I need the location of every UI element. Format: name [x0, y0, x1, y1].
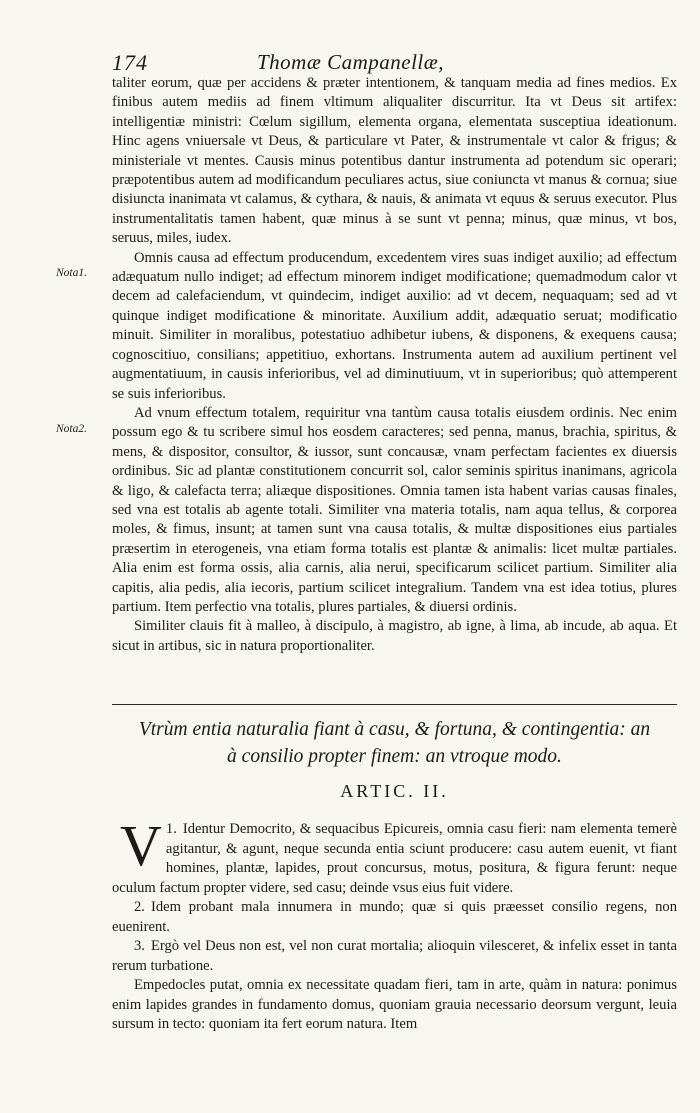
- question-title: [112, 716, 677, 770]
- paragraph-1: taliter eorum, quæ per accidens & præter intentionem, & tanquam media ad fines medios. Ex finibus autem mediis ad finem vltimum aliqualiter discurritur. Ita vt Deus sit artifex: intelligentiæ ministri: Cœlum sigillum, elementa organa, elementata susceptiua ideationum. Hinc agens vniuersale vt Deus, & particulare vt Pater, & instrumentale vt calor & frigus; & ministeriale vt mentes. Causis minus potentibus dantur instrumenta ad potendum sic operari; præpotentibus autem ad modificandum peculiares actus, siue coniuncta vt manus & cornua; siue disiuncta inanimata vt calamus, & cythara, & nauis, & animata vt equus & seruus executor. Plus instrumentalitatis tamen habent, quæ minus à se sunt vt penna; minus, quæ minus, vt bos, seruus, miles, iudex.: [112, 75, 677, 247]
- running-title: Thomæ Campanellæ,: [257, 50, 445, 74]
- page-number: 174: [112, 50, 148, 75]
- argument-2-text: Idem probant mala innumera in mundo; quæ si quis præesset consilio regens, non euenirent.: [112, 899, 677, 935]
- margin-note-1: Nota1.: [56, 267, 87, 279]
- argument-2: [112, 898, 677, 937]
- section-divider: [112, 704, 677, 705]
- main-text: [112, 74, 677, 656]
- article-text: [112, 813, 677, 1035]
- argument-1-text: Identur Democrito, & sequacibus Epicureis, omnia casu fieri: nam elementa temerè agitantur, & agunt, neque secunda entia sciunt producere: casu autem euenit, vt fiant homines, plantæ, lapides, prout concursus, motus, positura, & figura ferunt: neque oculum factum propter videre, sed casu; deinde vsus eius fuit videre.: [112, 821, 677, 896]
- running-header: [112, 50, 672, 74]
- argument-3-text: Ergò vel Deus non est, vel non curat mortalia; alioquin vilesceret, & infelix esset in tanta rerum turbatione.: [112, 938, 677, 974]
- paragraph-4: Similiter clauis fit à malleo, à discipulo, à magistro, ab igne, à lima, ab incude, ab aqua. Et sicut in artibus, sic in natura proportionaliter.: [112, 618, 677, 654]
- argument-3: [112, 937, 677, 976]
- paragraph-3: Ad vnum effectum totalem, requiritur vna tantùm causa totalis eiusdem ordinis. Nec enim possum ego & tu scribere simul hos eosdem caracteres; sed penna, manus, brachia, spiritus, & mens, & dispositor, consultor, & iussor, sunt concausæ, vnam perfectam facientes ex diuersis ordinibus. Sic ad plantæ constitutionem concurrit sol, calor seminis spiritus inanimans, agricola & ligo, & calefacta terra; aliæque dispositiones. Omnia tamen ista habent varias causas finales, sed vna est totalis ab agente totali. Similiter vna materia totalis, nam aqua tellus, & corporea moles, & fimus, insunt; at tamen sunt vna causa totalis, & multæ dispositiones eius partiales præsertim in eterogeneis, vna etiam forma totalis est plantæ & animalis: licet multæ partiales. Alia enim est forma ossis, alia carnis, alia nerui, specificarum scilicet partium. Similiter alia capitis, alia pedis, alia iecoris, partium scilicet integralium. Tandem vna est idea totius, plures partium. Item perfectio vna totalis, plures partiales, & diuersi ordinis.: [112, 404, 677, 615]
- margin-note-2: Nota2.: [56, 423, 87, 435]
- article-heading: ARTIC. II.: [340, 781, 449, 801]
- argument-number-1: 1.: [165, 821, 177, 837]
- argument-number-3: 3.: [134, 938, 145, 954]
- argument-number-2: 2.: [134, 899, 145, 915]
- question-title-line-2: à consilio propter finem: an vtroque modo.: [227, 746, 562, 767]
- paragraph-2: Omnis causa ad effectum producendum, excedentem vires suas indiget auxilio; ad effectum adæquatum nullo indiget; ad effectum minorem indiget modificatione; quemadmodum calor vt decem ad calefaciendum, vt quindecim, indiget auxilio: ad vt decem, nequaquam; sed ad vt quinque indiget modificatione & minoritate. Auxilium addit, adæquatio seruat; modificatio minuit. Similiter in moralibus, potestatiuo adhibetur iubens, & disponens, & exequens causa; cognoscitiuo, consilians; appetitiuo, exhortans. Instrumenta autem ad auxilium pertinent vel augmentatiuum, in causis inferioribus, vel ad diminutiuum, vt in superioribus; quò attemperent se suis inferioribus.: [112, 249, 677, 402]
- question-title-line-1: Vtrùm entia naturalia fiant à casu, & fortuna, & contingentia: an: [138, 719, 651, 740]
- argument-1: [112, 813, 677, 898]
- drop-cap: V: [120, 813, 162, 878]
- argument-4: Empedocles putat, omnia ex necessitate quadam fieri, tam in arte, quàm in natura: ponimus enim lapides grandes in fundamento domus, quoniam grauia necessario deorsum vergunt, leuia sursum in tecto: quoniam ita fert eorum natura. Item: [112, 977, 677, 1032]
